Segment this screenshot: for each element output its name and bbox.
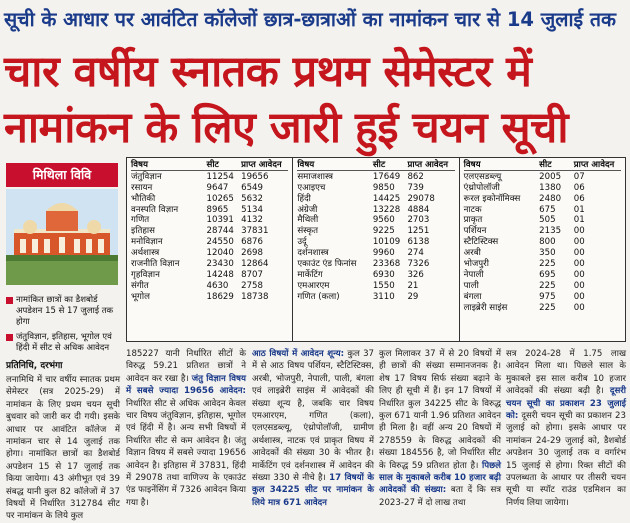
table-row bbox=[131, 172, 288, 183]
table-cell: 06 bbox=[573, 182, 585, 193]
table-cell: 6876 bbox=[241, 237, 263, 248]
table-cell: स्टैटिस्टिक्स bbox=[463, 237, 499, 248]
table-cell: 1380 bbox=[539, 182, 562, 193]
table-row bbox=[131, 226, 288, 237]
table-cell: इतिहास bbox=[131, 226, 155, 237]
table-header-row bbox=[131, 160, 288, 171]
table-cell: 350 bbox=[539, 248, 556, 259]
table-row bbox=[297, 194, 454, 205]
table-cell: नेपाली bbox=[463, 269, 484, 280]
table-cell: 29 bbox=[407, 291, 419, 302]
table-header-cell: प्राप्त आवेदन bbox=[573, 160, 615, 170]
table-cell: 6930 bbox=[372, 269, 395, 280]
table-cell: मार्केटिंग bbox=[297, 269, 323, 280]
table-cell: 862 bbox=[407, 171, 424, 182]
headline-line-2: नामांकन के लिए जारी हुई चयन सूची bbox=[4, 103, 568, 153]
table-row bbox=[464, 270, 621, 281]
table-cell: भौतिकी bbox=[131, 193, 156, 204]
table-cell: 326 bbox=[407, 269, 424, 280]
table-cell: अर्थशास्त्र bbox=[131, 248, 160, 259]
table-cell: 9225 bbox=[372, 226, 395, 237]
table-row bbox=[297, 237, 454, 248]
table-cell: 00 bbox=[573, 259, 585, 270]
table-cell: नाटक bbox=[463, 204, 482, 215]
table-header-cell: प्राप्त आवेदन bbox=[407, 160, 448, 170]
table-column-2 bbox=[293, 158, 459, 341]
table-row bbox=[131, 248, 288, 259]
table-cell: 9850 bbox=[372, 182, 395, 193]
table-cell: एकाउंट एंड फिनांस bbox=[297, 259, 357, 270]
table-row bbox=[297, 248, 454, 259]
table-row bbox=[297, 226, 454, 237]
table-cell: 2135 bbox=[539, 226, 562, 237]
table-row bbox=[464, 292, 621, 303]
table-cell: रूरल इकोनॉमिक्स bbox=[463, 193, 521, 204]
table-row bbox=[464, 183, 621, 194]
table-cell: जंतुविज्ञान bbox=[131, 171, 162, 182]
article-column-4: कुल मिलाकर 37 में से 20 विषयों में ही छात्रों की संख्या सम्मानजनक है। शेष 17 विषय सिर्फ संख्या बढ़ाने के लिए ही सूची में हैं। इन 17 विषयों में निर्धारित कुल 34225 सीट के विरुद्ध कुल 671 यानी 1.96 प्रतिशत आवेदन ही मिला है। वहीं अन्य 20 विषयों में 278559 के विरुद्ध आवेदकों की संख्या 184556 है, जो निर्धारित सीट के विरुद्ध 59 प्रतिशत होता है। पिछले साल के मुकाबले करीब 10 हजार बढ़ी आवेदकों की संख्या: बता दें कि सत्र 2023-27 में दो लाख तथा bbox=[379, 349, 502, 508]
table-cell: 800 bbox=[539, 237, 556, 248]
table-cell: 14425 bbox=[372, 193, 401, 204]
table-row bbox=[464, 172, 621, 183]
headline-line-1: चार वर्षीय स्नातक प्रथम सेमेस्टर में bbox=[4, 47, 532, 97]
bullet-item: जंतुविज्ञान, इतिहास, भूगोल एवं हिंदी में सीट से अधिक आवेदन bbox=[6, 332, 120, 354]
table-cell: 4630 bbox=[206, 280, 229, 291]
table-row bbox=[297, 205, 454, 216]
table-cell: 23430 bbox=[206, 259, 234, 270]
table-cell: 10391 bbox=[206, 215, 234, 226]
table-row bbox=[131, 215, 288, 226]
table-cell: 13228 bbox=[372, 204, 401, 215]
table-row bbox=[297, 215, 454, 226]
table-cell: 00 bbox=[573, 248, 585, 259]
table-row bbox=[131, 194, 288, 205]
table-header-cell: सीट bbox=[539, 160, 552, 170]
table-row bbox=[131, 270, 288, 281]
table-column-1 bbox=[127, 158, 293, 341]
table-header-cell: विषय bbox=[297, 160, 315, 170]
table-cell: 00 bbox=[573, 269, 585, 280]
table-cell: 9960 bbox=[372, 248, 395, 259]
table-header-cell: प्राप्त आवेदन bbox=[241, 160, 282, 170]
table-cell: 2758 bbox=[241, 280, 263, 291]
table-cell: 07 bbox=[573, 171, 585, 182]
table-row bbox=[131, 205, 288, 216]
table-cell: 00 bbox=[573, 237, 585, 248]
table-row bbox=[464, 281, 621, 292]
table-column-3 bbox=[460, 158, 625, 341]
table-cell: 225 bbox=[539, 302, 556, 313]
table-cell: 2005 bbox=[539, 171, 562, 182]
table-cell: रसायन bbox=[131, 182, 153, 193]
table-cell: पाली bbox=[463, 280, 479, 291]
table-cell: 225 bbox=[539, 259, 556, 270]
table-cell: 00 bbox=[573, 291, 585, 302]
table-header-row bbox=[464, 160, 621, 171]
table-cell: 00 bbox=[573, 302, 585, 313]
table-cell: 12864 bbox=[241, 259, 269, 270]
table-cell: पर्शियन bbox=[463, 226, 487, 237]
table-cell: 37831 bbox=[241, 226, 269, 237]
table-cell: संस्कृत bbox=[297, 226, 318, 237]
table-cell: 2703 bbox=[407, 215, 430, 226]
table-cell: 225 bbox=[539, 280, 556, 291]
table-cell: 695 bbox=[539, 269, 556, 280]
table-cell: 8707 bbox=[241, 269, 263, 280]
table-header-cell: सीट bbox=[372, 160, 386, 170]
table-row bbox=[464, 226, 621, 237]
table-cell: 14248 bbox=[206, 269, 234, 280]
table-row bbox=[464, 237, 621, 248]
table-cell: 10265 bbox=[206, 193, 234, 204]
table-cell: 23368 bbox=[372, 259, 401, 270]
table-cell: बंगला bbox=[463, 291, 482, 302]
table-cell: लाइब्रेरी साइंस bbox=[463, 302, 508, 313]
table-row bbox=[131, 292, 288, 303]
table-cell: 29078 bbox=[407, 193, 435, 204]
table-cell: हिंदी bbox=[297, 193, 311, 204]
table-cell: 5134 bbox=[241, 204, 263, 215]
table-cell: 7326 bbox=[407, 259, 430, 270]
table-row bbox=[131, 259, 288, 270]
table-row bbox=[464, 248, 621, 259]
table-header-cell: सीट bbox=[206, 160, 219, 170]
table-cell: 00 bbox=[573, 280, 585, 291]
table-cell: दर्शनशास्त्र bbox=[297, 248, 329, 259]
bullet-item: नामांकित छात्रों का डैशबोर्ड अपडेशन 15 से 17 जुलाई तक होगा bbox=[6, 295, 120, 328]
table-row bbox=[131, 237, 288, 248]
table-cell: 2480 bbox=[539, 193, 562, 204]
table-cell: गृहविज्ञान bbox=[131, 269, 160, 280]
table-header-row bbox=[297, 160, 454, 171]
table-cell: उर्दू bbox=[297, 237, 307, 248]
table-row bbox=[131, 281, 288, 292]
table-cell: समाजशास्त्र bbox=[297, 171, 334, 182]
table-cell: 06 bbox=[573, 193, 585, 204]
table-row bbox=[297, 259, 454, 270]
table-cell: एलएसडब्ल्यू bbox=[463, 171, 502, 182]
table-cell: भूगोल bbox=[131, 291, 150, 302]
table-cell: 24550 bbox=[206, 237, 234, 248]
table-cell: एमआरएम bbox=[297, 280, 330, 291]
table-cell: एंथ्रोपोलॉजी bbox=[463, 182, 500, 193]
table-cell: वनस्पति विज्ञान bbox=[131, 204, 179, 215]
table-cell: 18629 bbox=[206, 291, 234, 302]
table-cell: अंग्रेजी bbox=[297, 204, 318, 215]
table-row bbox=[464, 303, 621, 314]
table-row bbox=[297, 172, 454, 183]
table-cell: 11254 bbox=[206, 171, 234, 182]
table-cell: 3110 bbox=[372, 291, 395, 302]
university-badge: मिथिला विवि bbox=[6, 163, 118, 187]
table-cell: 4884 bbox=[407, 204, 430, 215]
table-cell: 5632 bbox=[241, 193, 263, 204]
table-cell: 1251 bbox=[407, 226, 430, 237]
table-cell: 21 bbox=[407, 280, 419, 291]
table-header-cell: विषय bbox=[463, 160, 481, 170]
table-cell: राजनीति विज्ञान bbox=[131, 259, 180, 270]
table-cell: 12040 bbox=[206, 248, 234, 259]
table-cell: 274 bbox=[407, 248, 424, 259]
article-column-1: लनामिथि में चार वर्षीय स्नातक प्रथम सेमेस्टर (सत्र 2025-29) में नामांकन के लिए प्रथम चयन सूची बुधवार को जारी कर दी गयी। इसके आधार पर आवंटित कॉलेज में नामांकन चार से 14 जुलाई तक होगा। नामांकित छात्रों का डैशबोर्ड अपडेशन 15 से 17 जुलाई तक किया जायेगा। 43 अंगीभूत एवं 39 संबद्ध यानी कुल 82 कॉलेजों में 37 विषयों में निर्धारित 312784 सीट पर नामांकन के लिये कुल bbox=[6, 375, 120, 522]
table-cell: 6549 bbox=[241, 182, 263, 193]
table-row bbox=[464, 194, 621, 205]
table-row bbox=[297, 270, 454, 281]
article-column-3: आठ विषयों में आवेदन शून्य: कुल 37 में से आठ विषय पर्शियन, स्टैटिस्टिक्स, अरबी, भोजपुरी, नेपाली, पाली, बंगला एवं लाइब्रेरी साइंस में आवेदकों की संख्या शून्य है, जबकि चार विषय एमआरएम, गणित (कला), एलएसडब्ल्यू, एंथ्रोपोलॉजी, ग्रामीण अर्थशास्त्र, नाटक एवं प्राकृत विषय में आवेदकों की संख्या 30 के भीतर है। मार्केटिंग एवं दर्शनशास्त्र में आवेदन की संख्या 330 से नीचे है। 17 विषयों के कुल 34225 सीट पर नामांकन के लिये मात्र 671 आवेदन bbox=[252, 349, 375, 508]
table-cell: 4132 bbox=[241, 215, 263, 226]
table-row bbox=[297, 292, 454, 303]
kicker-headline: सूची के आधार पर आवंटित कॉलेजों छात्र-छात्राओं का नामांकन चार से 14 जुलाई तक bbox=[4, 8, 616, 31]
table-cell: 739 bbox=[407, 182, 424, 193]
table-cell: 01 bbox=[573, 215, 585, 226]
table-row bbox=[131, 183, 288, 194]
table-row bbox=[464, 215, 621, 226]
table-cell: संगीत bbox=[131, 280, 149, 291]
table-cell: मनोविज्ञान bbox=[131, 237, 163, 248]
table-cell: 01 bbox=[573, 204, 585, 215]
table-cell: 18738 bbox=[241, 291, 269, 302]
table-cell: 9560 bbox=[372, 215, 395, 226]
table-cell: 19656 bbox=[241, 171, 269, 182]
table-header-cell: विषय bbox=[131, 160, 148, 170]
table-cell: 9647 bbox=[206, 182, 229, 193]
table-cell: गणित (कला) bbox=[297, 291, 340, 302]
university-building-photo bbox=[6, 189, 118, 285]
article-column-5: सत्र 2024-28 में 1.75 लाख आवेदन मिला था। पिछले साल के मुकाबले इस साल करीब 10 हजार आवेदकों की संख्या बढ़ी है। दूसरी चयन सूची का प्रकाशन 23 जुलाई को: दूसरी चयन सूची का प्रकाशन 23 जुलाई को होगा। इसके आधार पर नामांकन 24-29 जुलाई को, डैशबोर्ड अपडेशन 30 जुलाई तक व वर्गारंभ 15 जुलाई से होगा। रिक्त सीटों की उपलब्धता के आधार पर तीसरी चयन सूची या स्पॉट राउंड एडमिशन का निर्णय लिया जायेगा। bbox=[506, 349, 627, 508]
table-cell: भोजपुरी bbox=[463, 259, 489, 270]
table-cell: 28744 bbox=[206, 226, 234, 237]
table-cell: मैथिली bbox=[297, 215, 319, 226]
table-row bbox=[464, 205, 621, 216]
table-cell: 2698 bbox=[241, 248, 263, 259]
table-cell: अरबी bbox=[463, 248, 481, 259]
table-row bbox=[297, 281, 454, 292]
table-row bbox=[297, 183, 454, 194]
table-cell: प्राकृत bbox=[463, 215, 483, 226]
article-column-2: 185227 यानी निर्धारित सीटों के विरुद्ध 59.21 प्रतिशत छात्रों ने आवेदन कर रखा है। जंतु विज्ञान विषय में सबसे ज्यादा 19656 आवेदन: निर्धारित सीट से अधिक आवेदन केवल चार विषय जंतुविज्ञान, इतिहास, भूगोल एवं हिंदी में है। अन्य सभी विषयों में निर्धारित सीट से कम आवेदन है। जंतु विज्ञान विषय में सबसे ज्यादा 19656 आवेदन है। इतिहास में 37831, हिंदी में 29078 तथा वाणिज्य के एकाउंट एंड फाइनेंसिंग में 7326 आवेदन किया गया है। bbox=[126, 349, 247, 508]
table-cell: 1550 bbox=[372, 280, 395, 291]
table-cell: 6138 bbox=[407, 237, 430, 248]
table-cell: 17649 bbox=[372, 171, 401, 182]
table-cell: 505 bbox=[539, 215, 556, 226]
table-cell: 975 bbox=[539, 291, 556, 302]
dateline: प्रतिनिधि, दरभंगा bbox=[6, 361, 63, 371]
highlight-bullets bbox=[6, 295, 120, 358]
table-cell: 10109 bbox=[372, 237, 401, 248]
table-row bbox=[464, 259, 621, 270]
table-cell: 8965 bbox=[206, 204, 229, 215]
table-cell: गणित bbox=[131, 215, 150, 226]
table-cell: एआइएच bbox=[297, 182, 326, 193]
seat-application-table bbox=[126, 157, 626, 342]
table-cell: 675 bbox=[539, 204, 556, 215]
table-cell: 00 bbox=[573, 226, 585, 237]
